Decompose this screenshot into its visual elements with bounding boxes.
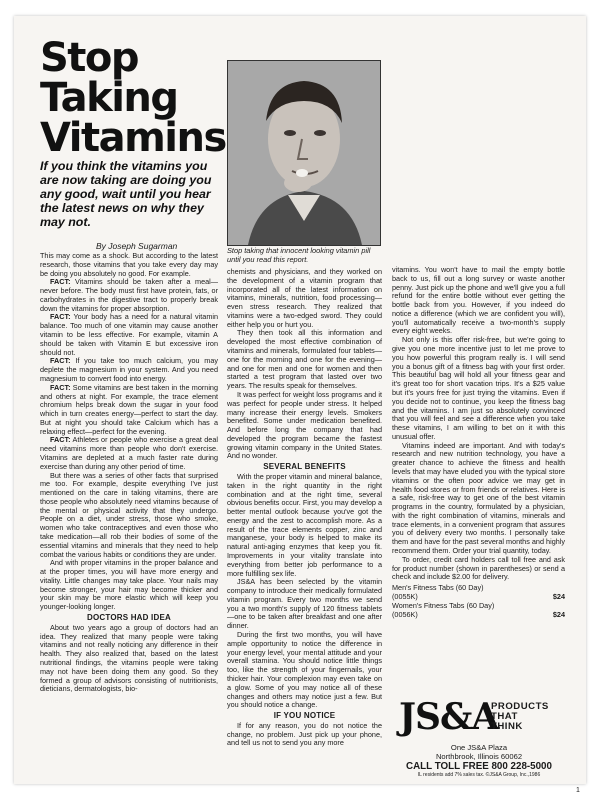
body-paragraph: With the proper vitamin and mineral balance, taken in the right quantity in the right combination and at the right time, several obvious benefits occur. First, you may develop a better mental outlook because you've got the energy and the zest to accomplish more. As a result of the trace elements copper, zinc and manganese, your body is helped to make its natural anti-aging enzymes that keep you fit. Improvements in your vitality translate into everything from better job performance to a more fulfilling sex life. [227,471,382,578]
portrait-illustration [228,61,380,245]
price-item-men-label: Men's Fitness Tabs (60 Day) [392,583,484,593]
address-line-2: Northbrook, Illinois 60062 [435,752,523,761]
price-item-women [392,611,565,620]
body-paragraph: Not only is this offer risk-free, but we're going to give you one more incentive just to let me prove to you how powerful this program really is. I will send you a bonus gift of a fitness bag with your first order. This beautiful bag will hold all your fitness gear and it's great too for short vacation trips. It's a $25 value but it's yours free for just trying the vitamins. Even if you decide not to continue, you keep the fitness bag and the vitamins. I am just so absolutely convinced that you will feel and see a difference when you take these vitamins, I am willing to bet on it with this unusual offer. [392,335,565,441]
body-paragraph: This may come as a shock. But according to the latest research, those vitamins that you take every day may be doing you absolutely no good. For example. [40,251,218,278]
price-item-women-label: Women's Fitness Tabs (60 Day) [392,600,495,610]
body-paragraph: If for any reason, you do not notice the change, no problem. Just pick up your phone, and tell us not to send you any more [227,720,382,748]
section-heading: IF YOU NOTICE [273,711,336,721]
body-paragraph: It was perfect for weight loss programs and it was perfect for people under stress. It helped many increase their energy levels. Smokers benefited. Some under medication benefited. And before long the company that had developed the program became the fastest growing vitamin company in the United States. And no wonder. [227,389,382,461]
body-paragraph: To order, credit card holders call toll free and ask for product number (shown in parentheses) or send a check and include $2.00 for delivery. [392,554,565,582]
product-code: (0055K) [392,591,418,601]
fact-label: FACT: [50,382,71,392]
company-address [392,743,566,779]
section-heading: SEVERAL BENEFITS [263,462,346,472]
body-paragraph: JS&A has been selected by the vitamin company to introduce their medically formulated vitamin program. Every two months we send you a two month's supply of 120 fitness tablets—one to be taken after breakfast and one after dinner. [227,577,382,631]
fact-paragraph [40,384,218,437]
body-column-2 [227,268,382,748]
fact-text: If you take too much calcium, you may deplete the magnesium in your system. And you need magnesium to convert food into energy. [40,356,218,383]
price-value: $24 [552,609,565,619]
fact-text: Your body has a need for a natural vitamin balance. Too much of one vitamin may cause another vitamin to be less effective. For example, vitamin A should be taken with Vitamin E but excessive iron should not. [40,312,218,357]
fact-paragraph [40,357,218,383]
body-paragraph: During the first two months, you will have ample opportunity to notice the difference in your energy level, your mental attitude and your overall stamina. You should notice little things too, like the strength of your fingernails, your thicker hair. Your complexion may even take on a glow. Some of you may notice all of these changes and others may notice just a few. But you should notice a change. [227,630,382,710]
toll-free-phone: CALL TOLL FREE 800 228-5000 [406,761,552,772]
photo-caption: Stop taking that innocent looking vitamin pill until you read this report. [227,246,371,264]
fact-label: FACT: [50,356,71,366]
headline: Stop Taking Vitamins [40,35,226,161]
body-column-1 [40,252,218,694]
advertisement-page [14,16,586,794]
fact-paragraph [40,313,218,357]
body-paragraph: And with proper vitamins in the proper balance and at the proper times, you will have more energy and vitality. Little changes may take place. Your nails may become stronger, your hair may become thicker and your skin may be more elastic which will keep you younger-looking longer. [40,558,218,612]
fact-text: Vitamins should be taken after a meal—never before. The body must first have protein, fats, or carbohydrates in the digestive tract to properly break down the vitamins for proper absorption. [40,277,218,313]
jsa-logo [399,696,559,740]
fact-label: FACT: [50,277,71,287]
price-list [392,584,565,619]
body-paragraph: chemists and physicians, and they worked on the development of a vitamin program that incorporated all of the latest information on vitamins, minerals, nutrition, food processing—even stress research. They realized that vitamins were a two-edged sword. They could either help you or hurt you. [227,267,382,329]
body-paragraph: About two years ago a group of doctors had an idea. They realized that many people were taking vitamins and not really noticing any difference in their health. They also realized that, based on the latest nutritional findings, the vitamins people were taking may not have been doing them any good. So they formed a group of advisors consisting of nutritionists, dieticians, dermatologists, bio- [40,622,218,694]
fact-label: FACT: [50,312,71,322]
body-column-3 [392,266,565,619]
page-number: 1 [576,787,580,794]
address-line-1: One JS&A Plaza [450,743,508,752]
logo-mark: JS&A [399,696,499,738]
fact-paragraph [40,436,218,471]
body-paragraph: But there was a series of other facts that surprised me too. For example, despite everything I've just mentioned on the care in taking vitamins, there are those people who absolutely need vitamins because of the mental or physical activity that they undergo. People on a diet, under stress, those who smoke, women who take contraceptives and even those who take medication—all rob their bodies of some of the essential vitamins and minerals that they need to help combat the various habits or conditions they are under. [40,470,218,559]
body-paragraph: vitamins. You won't have to mail the empty bottle back to us, fill out a long survey or waste another penny. Just pick up the phone and we'll give you a full refund for the entire bottle without ever getting the bottle back from you. However, if you indeed do notice a difference (which we are confident you will), you'll automatically receive a two-month's supply every eight weeks. [392,265,565,336]
fine-print: IL residents add 7% sales tax. ©JS&A Group, Inc.,1986 [417,772,541,778]
subheadline: If you think the vitamins you are now taking are doing you any good, wait until you hear the latest news on why they may not. [40,159,212,229]
fact-label: FACT: [50,435,71,445]
fact-text: Athletes or people who exercise a great deal need vitamins more than people who don't exercise. Vitamins are depleted at a much faster rate during exercise than during any other period of time. [40,435,218,471]
man-with-pill-photo [227,60,381,246]
body-paragraph: Vitamins indeed are important. And with today's research and new nutrition technology, you have a greater chance to achieve the fitness and health levels that may have eluded you with the typical store vitamins or the often poor advice we may get in health food stores or from friends or relatives. Here is a safe, risk-free way to get one of the best vitamin programs in the country, formulated by a physician, with the right combination of vitamins, minerals and trace elements, in a convenient program that assures you of delivery every two months. I personally take them and have for the past several months and highly recommend them. Order your trial quantity, today. [392,440,565,555]
product-code: (0056K) [392,609,418,619]
section-heading: DOCTORS HAD IDEA [87,613,171,623]
price-value: $24 [552,591,565,601]
byline: By Joseph Sugarman [96,241,178,251]
fact-text: Some vitamins are best taken in the morning and others at night. For example, the trace element chromium helps break down the sugar in your food which in turn creates energy—perfect to start the day. But at night you should take Calcium which has a relaxing effect—perfect for the evening. [40,382,218,436]
fact-paragraph [40,278,218,313]
body-paragraph: They then took all this information and developed the most effective combination of vitamins and minerals, formulated four tablets—one for the morning and one for the evening—and one for men and one for women and then started a test program that lasted over two years. The results speak for themselves. [227,328,382,391]
logo-tagline: PRODUCTS THAT THINK [491,701,549,732]
